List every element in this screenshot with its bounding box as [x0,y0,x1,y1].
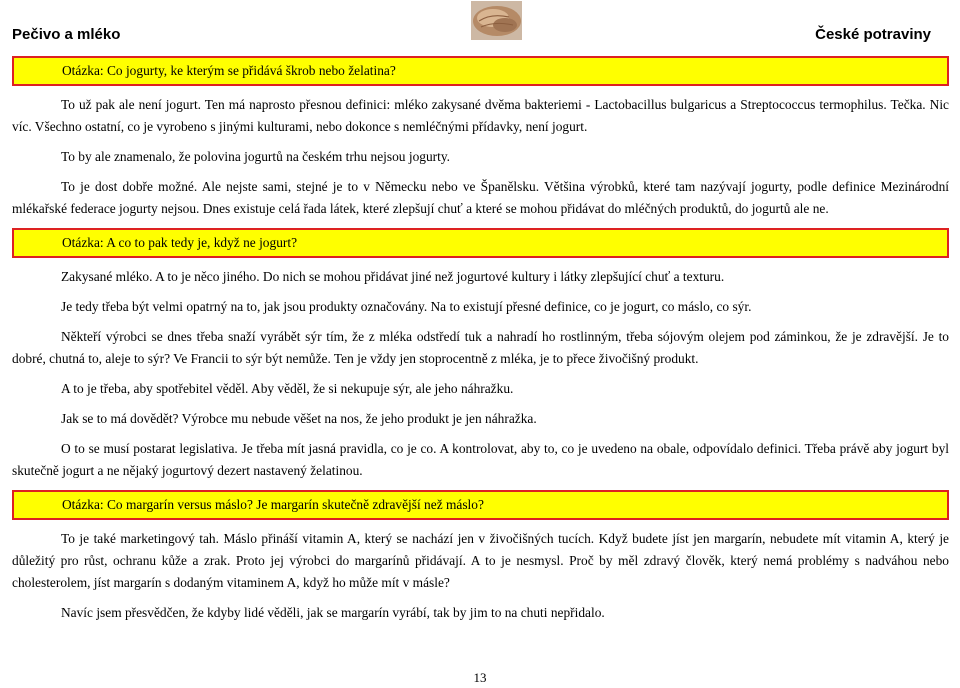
paragraph: Navíc jsem přesvědčen, že kdyby lidé věděli, jak se margarín vyrábí, tak by jim to na chuti nepřidalo. [61,605,605,620]
paragraph: To je dost dobře možné. Ale nejste sami, stejné je to v Německu nebo ve Španělsku. Většina výrobků, které tam nazývají jogurty, podle definice Mezinárodní mlékařské federace jogurty nejsou. Dnes existuje celá řada látek, které zlepšují chuť a které se mohou přidávat do mléčných produktů, do jogurtů ale ne. [12,179,949,216]
paragraph: Jak se to má dovědět? Výrobce mu nebude věšet na nos, že jeho produkt je jen náhražka. [61,411,537,426]
paragraph: A to je třeba, aby spotřebitel věděl. Aby věděl, že si nekupuje sýr, ale jeho náhražku. [61,381,514,396]
header-section-title: Pečivo a mléko [12,26,121,43]
paragraph: To by ale znamenalo, že polovina jogurtů na českém trhu nejsou jogurty. [61,149,451,164]
question-box: Otázka: Co jogurty, ke kterým se přidává škrob nebo želatina? [12,56,949,86]
paragraph: Je tedy třeba být velmi opatrný na to, jak jsou produkty označovány. Na to existují přesné definice, co je jogurt, co máslo, co sýr. [61,299,752,314]
paragraph: Někteří výrobci se dnes třeba snaží vyrábět sýr tím, že z mléka odstředí tuk a nahradí ho rostlinným, třeba sójovým olejem pod záminkou, že je zdravější. Je to dobré, chutná to, aleje to sýr? Ve Francii to sýr být nemůže. Ten je vždy jen stoprocentně z mléka, je to přece živočišný produkt. [12,329,949,366]
question-box: Otázka: Co margarín versus máslo? Je margarín skutečně zdravější než máslo? [12,490,949,520]
paragraph: Zakysané mléko. A to je něco jiného. Do nich se mohou přidávat jiné než jogurtové kultury i látky zlepšující chuť a texturu. [61,269,725,284]
paragraph: To už pak ale není jogurt. Ten má naprosto přesnou definici: mléko zakysané dvěma bakteriemi - Lactobacillus bulgaricus a Streptococcus termophilus. Tečka. Nic víc. Všechno ostatní, co je vyrobeno s jinými kulturami, nebo dokonce s nemléčnými přídavky, není jogurt. [12,97,949,134]
question-box: Otázka: A co to pak tedy je, když ne jogurt? [12,228,949,258]
bread-icon [471,1,522,40]
article-body [12,56,949,632]
header-category-title: České potraviny [815,26,931,43]
page-header [0,0,960,50]
paragraph: To je také marketingový tah. Máslo přináší vitamin A, který se nachází jen v živočišných tucích. Když budete jíst jen margarín, nebudete mít vitamin A, který je důležitý pro růst, ochranu kůže a zrak. Proto jej výrobci do margarínů přidávají. A to je nesmysl. Proč by měl zdravý člověk, který nemá problémy s nadváhou nebo cholesterolem, jíst margarín s dodaným vitaminem A, když ho může mít v másle? [12,531,949,590]
page-number: 13 [473,670,487,685]
paragraph: O to se musí postarat legislativa. Je třeba mít jasná pravidla, co je co. A kontrolovat, aby to, co je uvedeno na obale, odpovídalo definici. Třeba právě aby jogurt byl skutečně jogurt a ne nějaký jogurtový dezert nastavený želatinou. [12,441,949,478]
